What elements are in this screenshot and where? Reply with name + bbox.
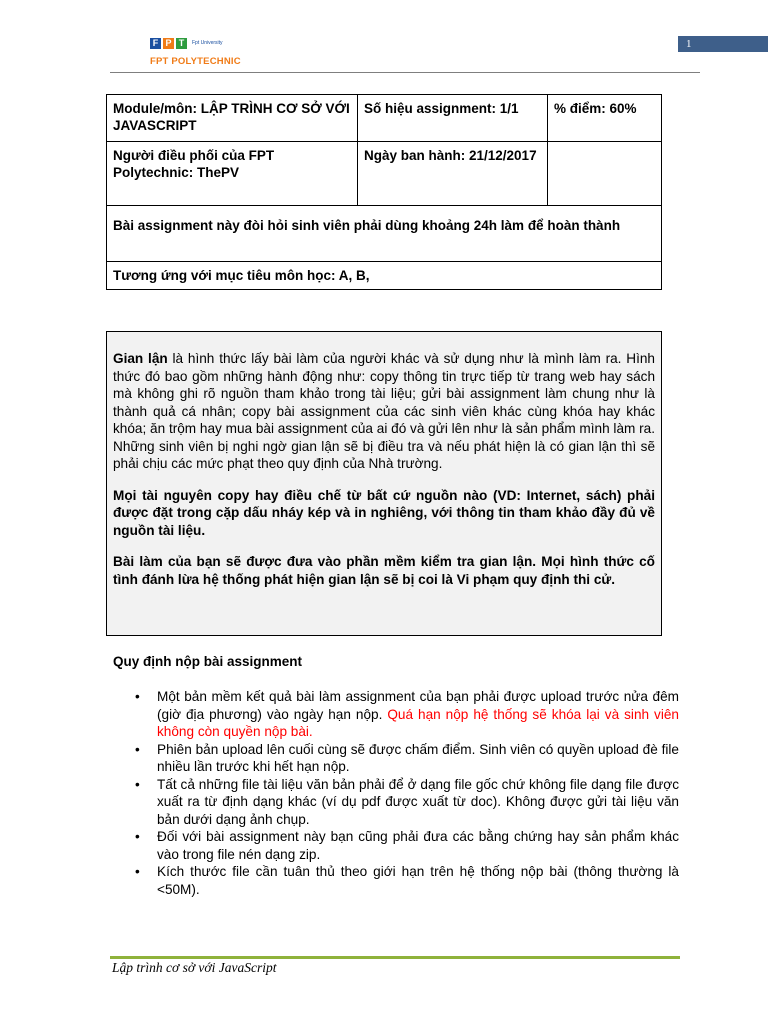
bullet: • [135,689,140,704]
assignment-info-table [106,94,662,290]
bullet: • [135,776,140,792]
rule-text: Kích thước file cần tuân thủ theo giới hạn trên hệ thống nộp bài (thông thường là <50M). [157,864,679,897]
logo-letter-p: P [163,38,174,49]
logo-subtitle: Fpt University [192,40,223,46]
footer-divider [110,956,680,959]
notice-citation-rule: Mọi tài nguyên copy hay điều chế từ bất cứ nguồn nào (VD: Internet, sách) phải được đặt trong cặp dấu nháy kép và in nghiêng, với thông tin tham khảo đầy đủ về nguồn tài liệu. [113,487,655,538]
notice-body: là hình thức lấy bài làm của người khác và sử dụng như là mình làm ra. Hình thức đó bao gồm những hành động như: copy thông tin trực tiếp từ trang web hay sách mà không ghi rõ nguồn tham khảo trong tài liệu; gửi bài assignment làm chung như là thành quả cá nhân; copy bài assignment của các sinh viên khác cùng khóa hay khác khóa; ăn trộm hay mua bài assignment của ai đó và gửi lên như là sản phẩm mình làm ra. Những sinh viên bị nghi ngờ gian lận sẽ bị điều tra và nếu phát hiện là có gian lận thì sẽ phải chịu các mức phạt theo quy định của Nhà trường. [113,351,655,471]
notice-checker-rule: Bài làm của bạn sẽ được đưa vào phần mềm kiểm tra gian lận. Mọi hình thức cố tình đánh lừa hệ thống phát hiện gian lận sẽ bị coi là Vi phạm quy định thi cử. [113,554,655,587]
footer-title: Lập trình cơ sở với JavaScript [112,960,277,975]
rule-text: Tất cả những file tài liệu văn bản phải để ở dạng file gốc chứ không file dạng file được xuất ra từ định dạng khác (ví dụ pdf được xuất từ doc). Không được gửi tài liệu văn bản dưới dạng ảnh chụp. [157,776,679,827]
plagiarism-notice [106,331,662,636]
list-item [135,828,679,863]
table-row [107,206,662,262]
bullet: • [135,741,140,757]
list-item [135,776,679,829]
notice-lead: Gian lận [113,351,168,366]
fpt-logo-mark [150,36,240,50]
issue-date-cell: Ngày ban hành: 21/12/2017 [358,142,548,206]
coordinator-cell: Người điều phối của FPT Polytechnic: ThePV [107,142,358,206]
list-item [135,688,679,741]
bullet: • [135,829,140,844]
bullet: • [135,864,140,879]
duration-cell: Bài assignment này đòi hỏi sinh viên phải dùng khoảng 24h làm để hoàn thành [107,206,662,262]
rule-warning: Quá hạn nộp hệ thống sẽ khóa lại và sinh viên không còn quyền nộp bài. [157,706,679,739]
rule-text: Đối với bài assignment này bạn cũng phải đưa các bằng chứng hay sản phẩm khác vào trong file nén dạng zip. [157,829,679,862]
assignment-number-cell: Số hiệu assignment: 1/1 [358,95,548,142]
logo-letter-t: T [176,38,187,49]
list-item [135,863,679,898]
empty-cell [548,142,662,206]
notice-paragraph [113,350,655,473]
page-number: 1 [678,36,768,52]
fpt-polytechnic-logo [150,36,240,70]
list-item [135,741,679,776]
percent-cell: % điểm: 60% [548,95,662,142]
table-row [107,95,662,142]
module-cell: Module/môn: LẬP TRÌNH CƠ SỞ VỚI JAVASCRIPT [107,95,358,142]
section-title: Quy định nộp bài assignment [113,654,303,669]
submission-rules-list [135,688,679,898]
rule-text: Phiên bản upload lên cuối cùng sẽ được chấm điểm. Sinh viên có quyền upload đè file nhiều lần trước khi hết hạn nộp. [157,741,679,774]
objectives-cell: Tương ứng với mục tiêu môn học: A, B, [107,262,662,290]
logo-letter-f: F [150,38,161,49]
logo-name: FPT POLYTECHNIC [150,56,241,67]
rule-text: Một bản mềm kết quả bài làm assignment của bạn phải được upload trước nửa đêm (giờ địa phương) vào ngày hạn nộp. [157,689,679,722]
table-row [107,262,662,290]
header-divider [110,72,700,73]
table-row [107,142,662,206]
